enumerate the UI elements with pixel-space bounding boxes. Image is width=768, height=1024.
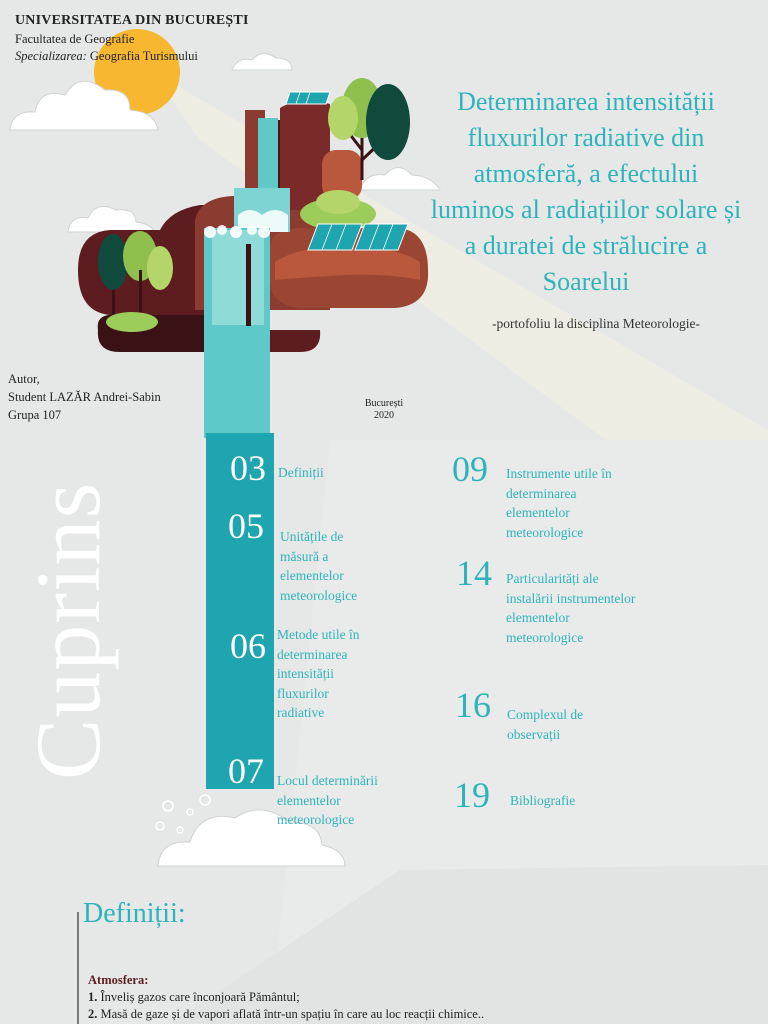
toc-page-number: 05: [228, 506, 264, 546]
author-block: [8, 370, 161, 424]
author-group: Grupa 107: [8, 408, 62, 422]
toc-entry-link[interactable]: Instrumente utile în determinarea elementelor meteorologice: [506, 466, 612, 540]
toc-entry-link[interactable]: Unitățile de măsură a elementelor meteorologice: [280, 529, 358, 603]
toc-heading: Cuprins: [17, 481, 119, 780]
year: 2020: [374, 410, 394, 421]
toc-page-number: 14: [456, 553, 492, 593]
document-subtitle: -portofoliu la disciplina Meteorologie-: [491, 316, 701, 331]
definition-term: Atmosfera:: [88, 973, 149, 987]
place-date: [350, 398, 418, 422]
toc-entry-link[interactable]: Complexul de observații: [507, 707, 584, 742]
toc-entry-link[interactable]: Metode utile în determinarea intensității fluxurilor radiative: [277, 627, 360, 720]
toc-entry-link[interactable]: Definiții: [278, 465, 324, 480]
toc-page-number: 06: [230, 626, 266, 666]
cloud-icon: [232, 53, 292, 70]
toc-page-number: 19: [454, 775, 490, 815]
city: București: [364, 398, 404, 409]
document-title: Determinarea intensității fluxurilor radiative din atmosferă, a efectului luminos al radiațiilor solare și a duratei de strălucire a Soarelui: [430, 87, 742, 296]
definition-item: [88, 1006, 484, 1023]
toc-entry-link[interactable]: Particularități ale instalării instrumentelor elementelor meteorologice: [506, 571, 636, 645]
definition-text: Înveliș gazos care înconjoară Pământul;: [97, 990, 300, 1004]
author-label: Autor,: [8, 372, 40, 386]
university-name: UNIVERSITATEA DIN BUCUREȘTI: [15, 13, 249, 28]
faculty-name: Facultatea de Geografie: [15, 32, 135, 46]
toc-entry-link[interactable]: Locul determinării elementelor meteorologice: [277, 773, 378, 827]
toc-entry-link[interactable]: Bibliografie: [510, 793, 576, 808]
definition-item: [88, 989, 484, 1006]
definitions-heading: Definiții:: [83, 898, 186, 929]
cloud-icon: [360, 168, 440, 191]
definition-number: 1.: [88, 990, 98, 1004]
toc-page-number: 09: [452, 449, 488, 489]
definitions-body: [88, 972, 484, 1023]
specialization-label: Specializarea:: [15, 49, 87, 63]
author-name: Student LAZĂR Andrei-Sabin: [8, 390, 161, 404]
toc-page-number: 07: [228, 751, 264, 791]
toc-page-number: 03: [230, 448, 266, 488]
specialization-value: Geografia Turismului: [86, 49, 198, 63]
definition-number: 2.: [88, 1007, 98, 1021]
cloud-icon: [68, 206, 154, 232]
specialization: [15, 49, 198, 64]
toc-page-number: 16: [455, 685, 491, 725]
definition-text: Masă de gaze și de vapori aflată într-un spațiu în care au loc reacții chimice..: [97, 1007, 485, 1021]
